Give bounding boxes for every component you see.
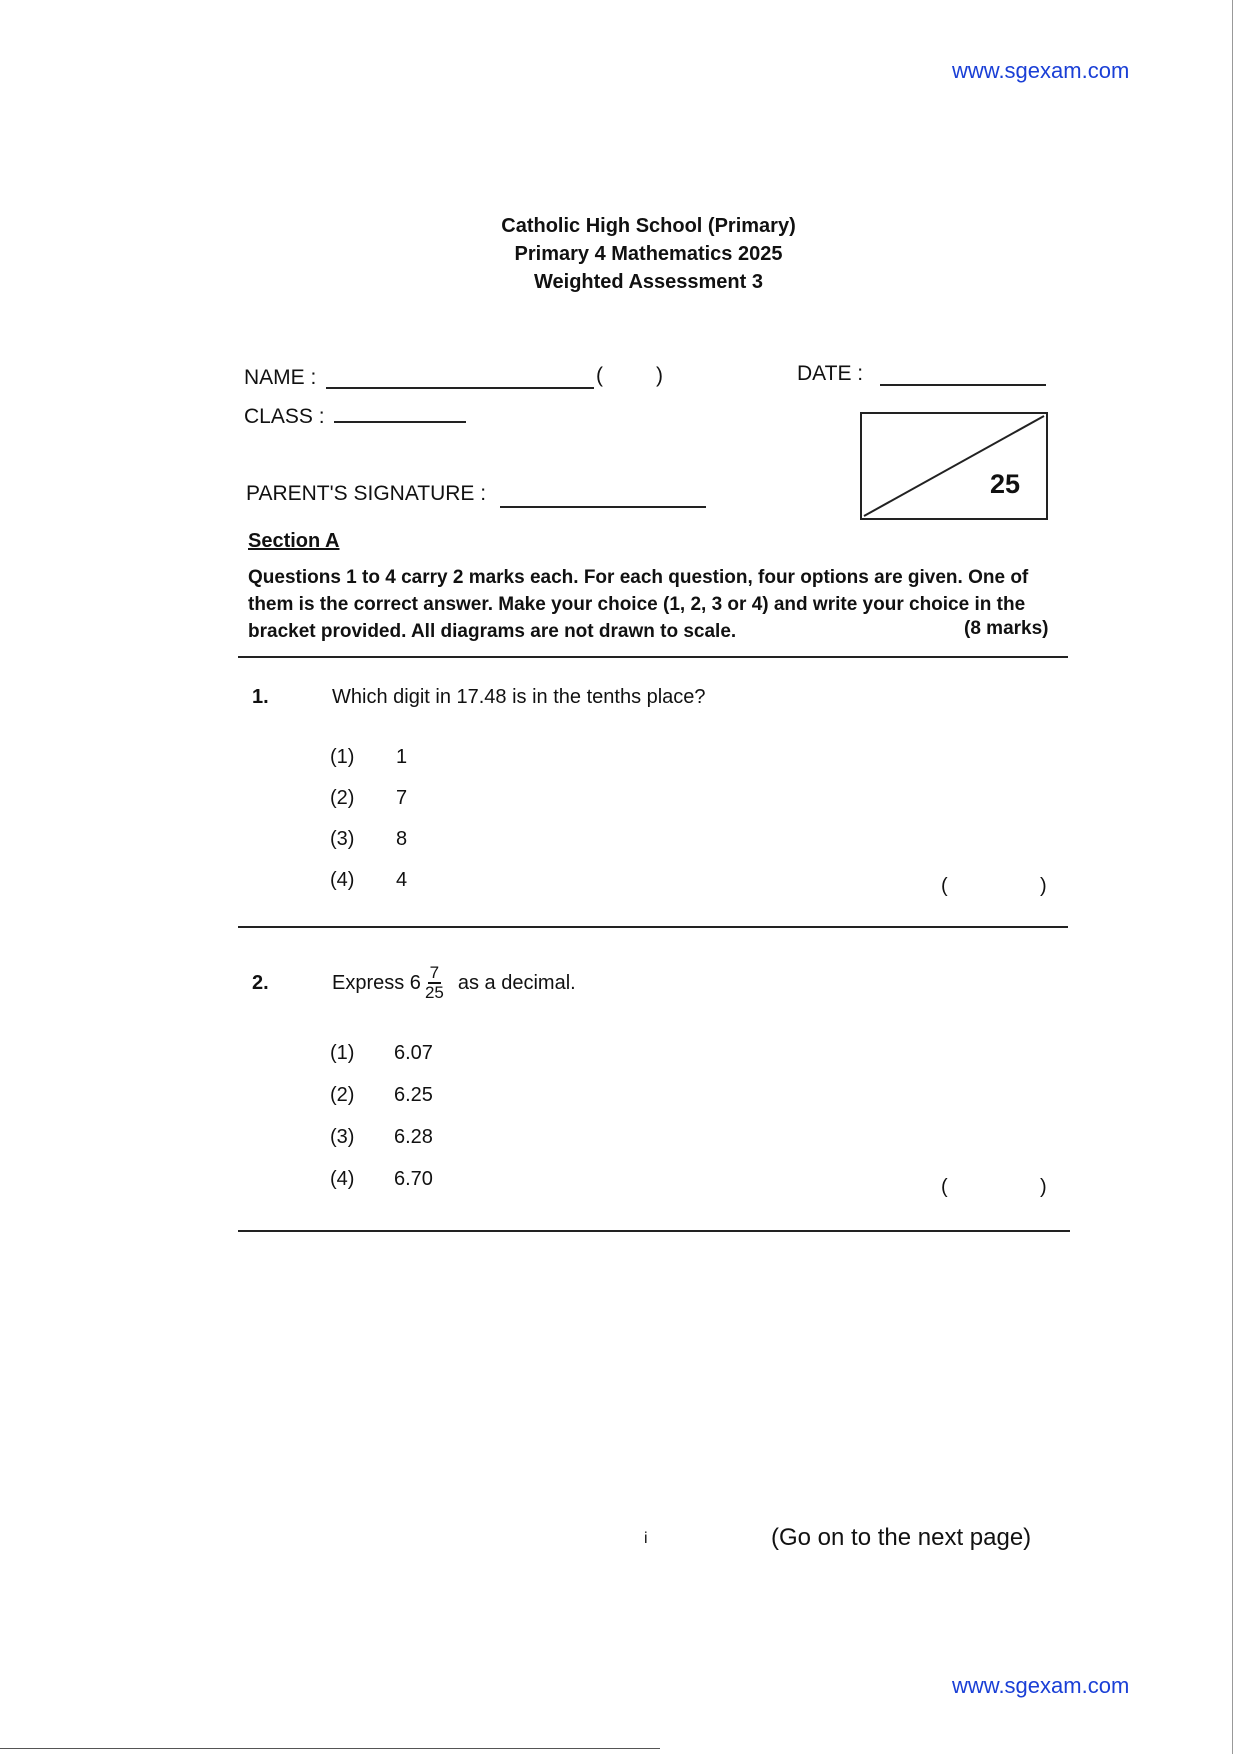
page-header [0,212,1239,296]
q2-option-value: 6.70 [394,1168,433,1190]
q2-option-label: (1) [330,1042,355,1064]
next-page-note: (Go on to the next page) [771,1524,1032,1551]
q2-text-before: Express 6 [332,971,421,994]
section-marks: (8 marks) [964,618,1049,639]
q1-divider [238,926,1068,928]
watermark-url-top: www.sgexam.com [952,58,1130,83]
q2-answer-bracket-close: ) [1040,1176,1047,1198]
watermark-url-bottom: www.sgexam.com [952,1673,1130,1698]
q2-fraction-numerator: 7 [429,963,440,982]
q1-option-label: (3) [330,828,355,850]
section-divider [238,656,1068,658]
q1-option-value: 4 [396,869,408,891]
parent-signature-line[interactable] [500,506,706,508]
parent-signature-label: PARENT'S SIGNATURE : [246,482,487,505]
q1-answer-field[interactable] [958,870,1038,900]
q1-option-value: 8 [396,828,408,850]
index-bracket-open: ( [596,364,603,387]
q2-text-after: as a decimal. [457,971,576,994]
subject-title: Primary 4 Mathematics 2025 [514,243,783,265]
q1-answer-bracket-close: ) [1040,875,1047,897]
q2-option-label: (3) [330,1126,355,1148]
q2-answer-field[interactable] [958,1170,1038,1200]
q1-option-label: (2) [330,787,355,809]
section-instructions [248,564,1060,645]
section-title: Section A [248,530,340,552]
q1-option-label: (4) [330,869,355,891]
name-label: NAME : [244,366,317,389]
score-box [860,412,1048,520]
q2-option-value: 6.28 [394,1126,433,1148]
q1-text: Which digit in 17.48 is in the tenths place? [332,686,706,708]
q2-option-value: 6.07 [394,1042,433,1064]
q1-answer-bracket-open: ( [941,875,948,897]
class-line[interactable] [334,421,466,423]
q1-number: 1. [252,686,269,708]
q2-number: 2. [252,972,269,994]
page-mark: i [644,1530,648,1547]
q1-option-value: 7 [396,787,408,809]
name-line[interactable] [326,387,594,389]
class-label: CLASS : [244,405,325,428]
scan-right-edge [1232,0,1233,1754]
date-line[interactable] [880,384,1046,386]
date-label: DATE : [797,362,864,385]
assessment-title: Weighted Assessment 3 [534,271,763,293]
q2-fraction [423,964,446,1002]
instructions-text: Questions 1 to 4 carry 2 marks each. For each question, four options are given. One of them is the correct answer. Make your choice (1, 2, 3 or 4) and write your choice in the bracket provided. All diagrams are not drawn to scale. [248,567,1029,642]
school-name: Catholic High School (Primary) [501,215,796,237]
q2-option-value: 6.25 [394,1084,433,1106]
index-bracket-close: ) [656,364,663,387]
q2-answer-bracket-open: ( [941,1176,948,1198]
q2-option-label: (4) [330,1168,355,1190]
q2-option-label: (2) [330,1084,355,1106]
q2-divider [238,1230,1070,1232]
score-box-diagonal [862,414,1046,518]
score-total: 25 [989,469,1020,499]
q2-text [332,958,576,1008]
q2-fraction-denominator: 25 [424,983,444,1002]
q1-option-value: 1 [396,746,408,768]
scan-bottom-edge [0,1748,660,1749]
q1-option-label: (1) [330,746,355,768]
